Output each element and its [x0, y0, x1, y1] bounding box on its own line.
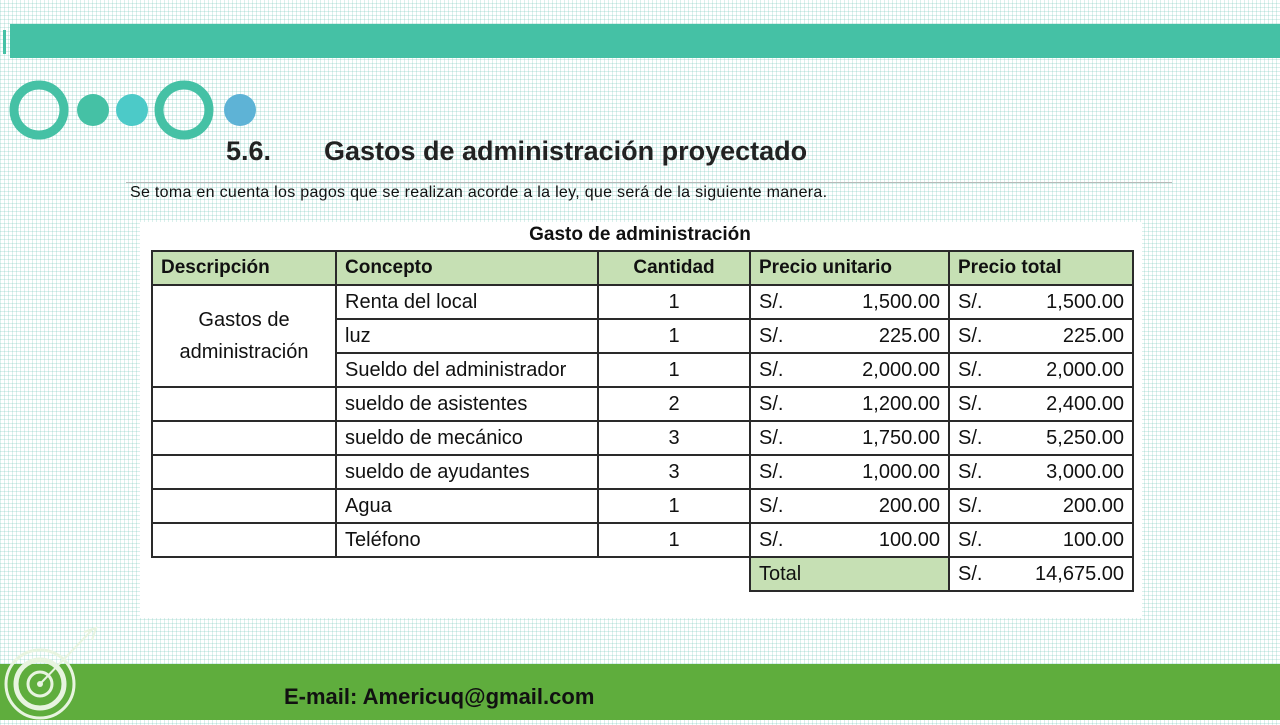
total-label-cell: Total — [750, 557, 949, 591]
cantidad-cell: 1 — [598, 285, 750, 319]
description-empty-cell — [152, 387, 336, 421]
table-caption: Gasto de administración — [529, 224, 751, 245]
total-row — [152, 557, 1133, 591]
cantidad-cell: 3 — [598, 455, 750, 489]
concepto-cell: sueldo de mecánico — [336, 421, 598, 455]
line-total — [958, 286, 1124, 318]
amount: 100.00 — [1062, 529, 1124, 551]
amount: 5,250.00 — [1046, 427, 1124, 449]
precio-unitario-cell — [750, 319, 949, 353]
footer-bar — [0, 664, 1280, 720]
slide-subtitle: Se toma en cuenta los pagos que se realizan acorde a la ley, que será de la siguiente manera. — [130, 184, 828, 201]
precio-total-cell — [949, 455, 1133, 489]
amount: 1,200.00 — [862, 393, 940, 415]
unit-price — [759, 422, 940, 454]
header-accent-tick — [3, 30, 6, 54]
amount: 225.00 — [878, 325, 940, 347]
cantidad-cell: 1 — [598, 353, 750, 387]
contact-email: E-mail: Americuq@gmail.com — [284, 684, 595, 709]
header-concepto: Concepto — [336, 251, 598, 285]
header-precio-total: Precio total — [949, 251, 1133, 285]
unit-price — [759, 456, 940, 488]
total-value-cell — [949, 557, 1133, 591]
line-total — [958, 456, 1124, 488]
description-empty-cell — [152, 455, 336, 489]
currency-symbol: S/. — [958, 529, 983, 551]
line-total — [958, 524, 1124, 556]
description-empty-cell — [152, 523, 336, 557]
slide-title — [226, 136, 807, 167]
currency-symbol: S/. — [759, 325, 784, 347]
currency-symbol: S/. — [958, 563, 983, 585]
description-empty-cell — [152, 489, 336, 523]
description-empty-cell — [152, 421, 336, 455]
amount: 1,500.00 — [862, 291, 940, 313]
currency-symbol: S/. — [759, 461, 784, 483]
currency-symbol: S/. — [958, 325, 983, 347]
amount: 1,500.00 — [1046, 291, 1124, 313]
currency-symbol: S/. — [958, 427, 983, 449]
unit-price — [759, 354, 940, 386]
line-total — [958, 320, 1124, 352]
line-total — [958, 490, 1124, 522]
currency-symbol: S/. — [759, 291, 784, 313]
amount: 225.00 — [1062, 325, 1124, 347]
precio-unitario-cell — [750, 455, 949, 489]
concepto-cell: sueldo de asistentes — [336, 387, 598, 421]
precio-total-cell — [949, 489, 1133, 523]
currency-symbol: S/. — [759, 427, 784, 449]
total-row-spacer — [152, 557, 750, 591]
amount: 1,750.00 — [862, 427, 940, 449]
currency-symbol: S/. — [958, 359, 983, 381]
table-row — [152, 523, 1133, 557]
concepto-cell: sueldo de ayudantes — [336, 455, 598, 489]
amount: 3,000.00 — [1046, 461, 1124, 483]
line-total — [958, 354, 1124, 386]
table-row — [152, 387, 1133, 421]
line-total — [958, 388, 1124, 420]
precio-unitario-cell — [750, 421, 949, 455]
title-divider — [126, 182, 1172, 183]
precio-total-cell — [949, 387, 1133, 421]
concepto-cell: Sueldo del administrador — [336, 353, 598, 387]
table-header-row — [152, 251, 1133, 285]
cantidad-cell: 1 — [598, 523, 750, 557]
header-cantidad: Cantidad — [598, 251, 750, 285]
table-row — [152, 421, 1133, 455]
currency-symbol: S/. — [958, 291, 983, 313]
currency-symbol: S/. — [958, 461, 983, 483]
concepto-cell: Renta del local — [336, 285, 598, 319]
header-precio-unitario: Precio unitario — [750, 251, 949, 285]
precio-total-cell — [949, 285, 1133, 319]
amount: 1,000.00 — [862, 461, 940, 483]
expenses-table — [151, 250, 1134, 592]
header-accent-bar — [10, 24, 1280, 58]
amount: 14,675.00 — [1035, 563, 1124, 585]
precio-unitario-cell — [750, 387, 949, 421]
section-number: 5.6. — [226, 136, 272, 166]
currency-symbol: S/. — [759, 393, 784, 415]
precio-total-cell — [949, 353, 1133, 387]
table-image-panel — [140, 222, 1142, 618]
amount: 200.00 — [878, 495, 940, 517]
currency-symbol: S/. — [958, 393, 983, 415]
amount: 100.00 — [878, 529, 940, 551]
grand-total — [958, 558, 1124, 590]
currency-symbol: S/. — [759, 495, 784, 517]
table-row — [152, 455, 1133, 489]
line-total — [958, 422, 1124, 454]
unit-price — [759, 524, 940, 556]
precio-total-cell — [949, 421, 1133, 455]
precio-total-cell — [949, 523, 1133, 557]
amount: 2,000.00 — [862, 359, 940, 381]
unit-price — [759, 286, 940, 318]
concepto-cell: Agua — [336, 489, 598, 523]
description-cell: Gastos de administración — [152, 285, 336, 387]
currency-symbol: S/. — [958, 495, 983, 517]
precio-unitario-cell — [750, 353, 949, 387]
concepto-cell: luz — [336, 319, 598, 353]
table-row — [152, 489, 1133, 523]
unit-price — [759, 320, 940, 352]
concepto-cell: Teléfono — [336, 523, 598, 557]
amount: 2,400.00 — [1046, 393, 1124, 415]
header-descripcion: Descripción — [152, 251, 336, 285]
currency-symbol: S/. — [759, 359, 784, 381]
unit-price — [759, 388, 940, 420]
unit-price — [759, 490, 940, 522]
cantidad-cell: 2 — [598, 387, 750, 421]
currency-symbol: S/. — [759, 529, 784, 551]
precio-unitario-cell — [750, 523, 949, 557]
amount: 200.00 — [1062, 495, 1124, 517]
table-row — [152, 285, 1133, 319]
cantidad-cell: 1 — [598, 489, 750, 523]
amount: 2,000.00 — [1046, 359, 1124, 381]
precio-total-cell — [949, 319, 1133, 353]
cantidad-cell: 1 — [598, 319, 750, 353]
cantidad-cell: 3 — [598, 421, 750, 455]
title-text: Gastos de administración proyectado — [324, 136, 808, 166]
target-logo-icon — [0, 626, 110, 720]
precio-unitario-cell — [750, 489, 949, 523]
precio-unitario-cell — [750, 285, 949, 319]
